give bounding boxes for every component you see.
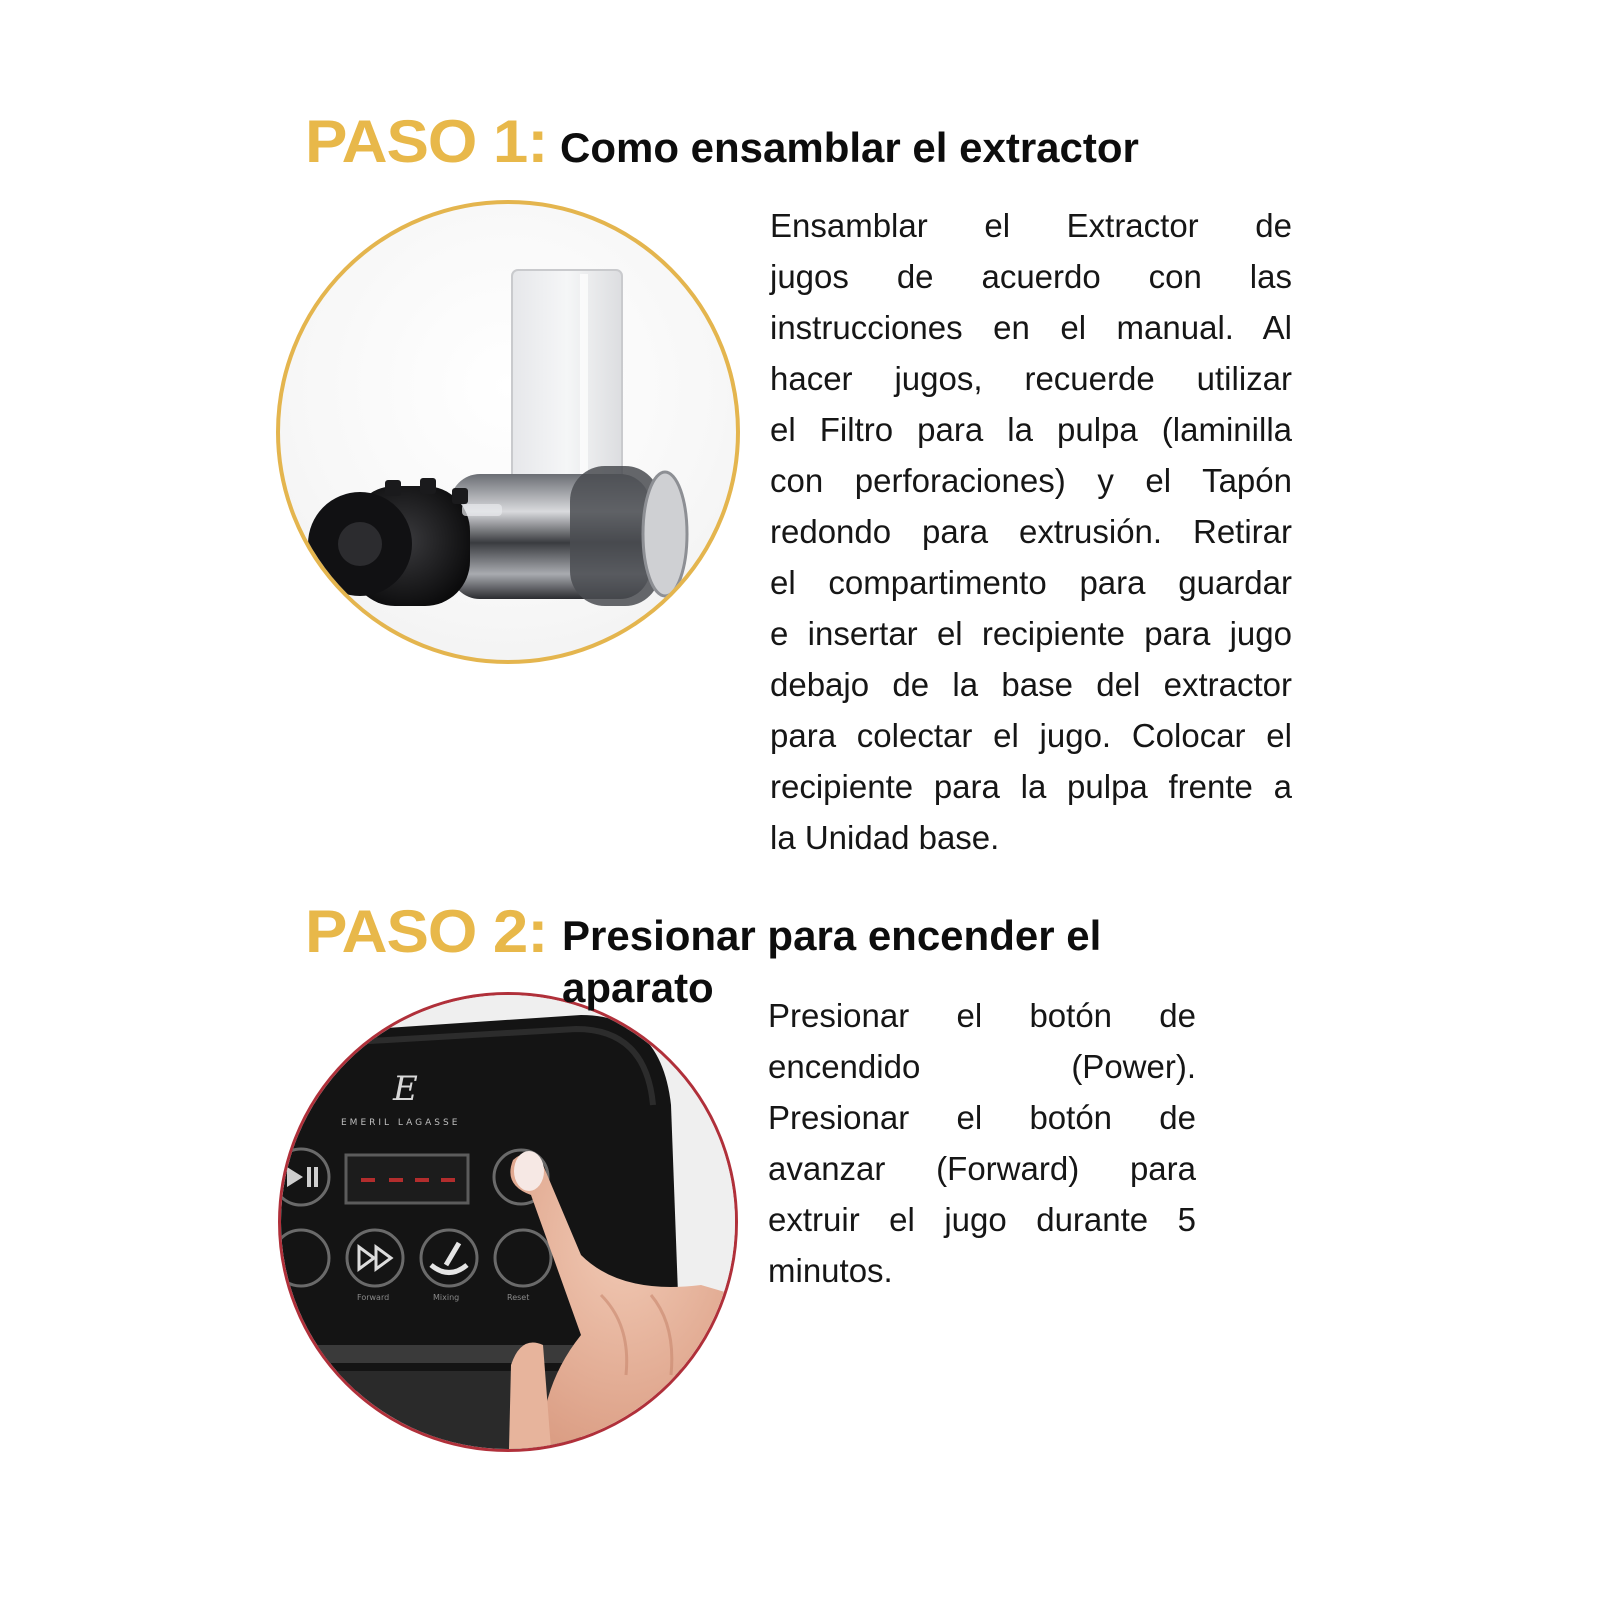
juicer-extractor-illustration	[280, 204, 736, 660]
body-line: minutos.	[768, 1252, 893, 1289]
control-panel-illustration	[281, 995, 735, 1449]
step-1-title: Como ensamblar el extractor	[560, 124, 1139, 171]
body-line: Ensamblar el Extractor de	[770, 207, 1292, 244]
body-line: avanzar (Forward) para	[768, 1150, 1196, 1187]
step-2-label: PASO 2:	[305, 898, 548, 965]
svg-text:Reset: Reset	[507, 1293, 530, 1302]
svg-text:Mixing: Mixing	[433, 1293, 460, 1302]
body-line: recipiente para la pulpa frente a	[770, 768, 1292, 805]
body-line: Presionar el botón de	[768, 997, 1196, 1034]
brand-logo-mark: E	[393, 1069, 418, 1109]
body-line: e insertar el recipiente para jugo	[770, 615, 1292, 652]
step-1-label: PASO 1:	[305, 108, 548, 175]
body-line: jugos de acuerdo con las	[770, 258, 1292, 295]
body-line: hacer jugos, recuerde utilizar	[770, 360, 1292, 397]
step-1-extractor-photo	[276, 200, 740, 664]
step-2-control-panel-photo	[278, 992, 738, 1452]
body-line: instrucciones en el manual. Al	[770, 309, 1292, 346]
body-line: redondo para extrusión. Retirar	[770, 513, 1292, 550]
svg-text:Forward: Forward	[357, 1293, 390, 1302]
body-line: con perforaciones) y el Tapón	[770, 462, 1292, 499]
body-line: para colectar el jugo. Colocar el	[770, 717, 1292, 754]
body-line: Presionar el botón de	[768, 1099, 1196, 1136]
body-line: el compartimento para guardar	[770, 564, 1292, 601]
body-line: extruir el jugo durante 5	[768, 1201, 1196, 1238]
body-line: encendido (Power).	[768, 1048, 1196, 1085]
step-1-description	[770, 200, 1292, 863]
step-2-title-line-2: aparato	[562, 964, 714, 1011]
brand-text: EMERIL LAGASSE	[341, 1118, 461, 1128]
body-line: el Filtro para la pulpa (laminilla	[770, 411, 1292, 448]
body-line: la Unidad base.	[770, 819, 1000, 856]
body-line: debajo de la base del extractor	[770, 666, 1292, 703]
step-2-title-line-1: Presionar para encender el	[562, 912, 1102, 959]
step-2-description	[768, 990, 1196, 1296]
